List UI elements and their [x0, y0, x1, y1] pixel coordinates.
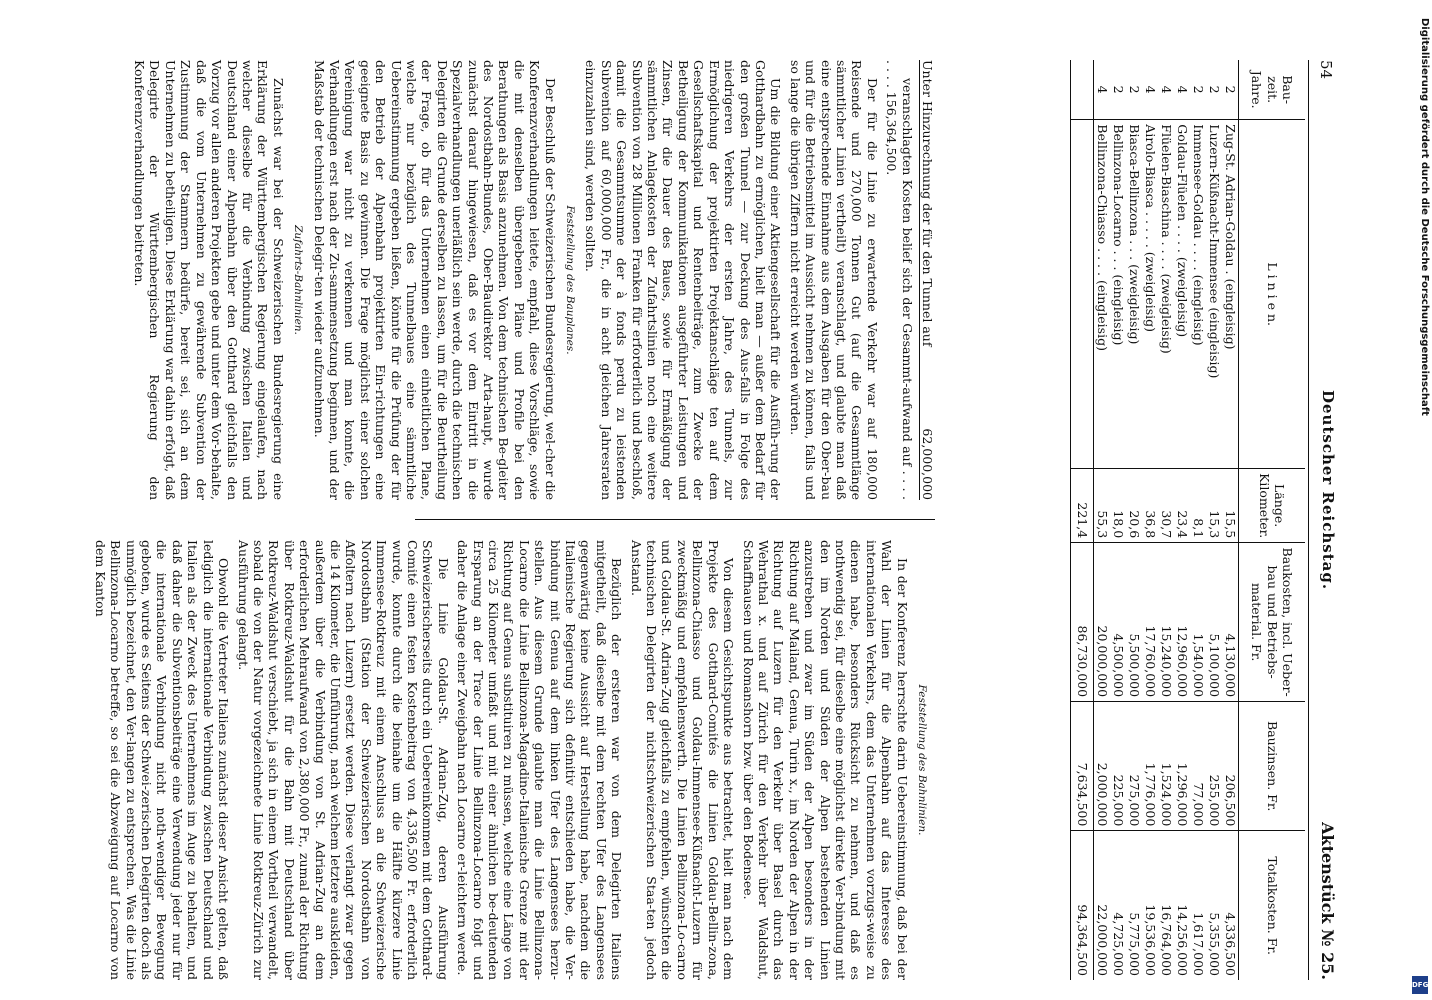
- dfg-logo: DFG: [1412, 976, 1428, 994]
- cell-year: 2: [1190, 85, 1206, 94]
- cell-interest: 1,776,000: [1142, 702, 1158, 831]
- cell-year: 2: [1206, 85, 1222, 94]
- total-cost: 86,730,000: [1071, 543, 1094, 702]
- cell-cost: 17,760,000: [1142, 543, 1158, 702]
- paragraph: Zunächst war bei der Schweizerischen Bundesregierung eine Erklärung der Württembergischen Regierung eingelaufen, nach welcher dieselbe für die Verbindung zwischen Italien und Deutschland einer Alpenbahn über den Gotthard gleichfalls den Vorzug vor allen anderen Projekten gebe und unter dem Vor-behalte, daß die vom Unternehmen zu gewährende Subvention der Zustimmung der Stammern bedürfe, bereit sei, sich an dem Unternehmen zu betheiligen. Diese Erklärung war dahin erfolgt, daß Delegirte der Württembergischen Regierung den Konferenzverhandlungen beitreten.: [132, 60, 286, 500]
- paragraph: Die Linie Goldau-St. Adrian-Zug, deren Ausführung Schweizerischerseits durch ein Uebereinkommen mit dem Gotthard-Comité einen festen Kostenbeitrag von 4,336,500 Fr. erforderlich wurde, konnte durch die beinahe um die Hälfte kürzere Linie Immensee-Rotkreuz mit einem Anschluss an die Schweizerische Nordostbahn (Station der Schweizerischen Nordostbahn von Affoltern nach Luzern) ersetzt werden. Diese verlangt zwar gegen die 14 Kilometer, die Umführung, nach welchem letztere auskleiden, außerdem über die Verbindung von St. Adrian-Zug an dem erforderlichen Mehraufwand von 2,380,000 Fr., zumal der Richtung über Rotkreuz-Waldshut für die Bahn mit Deutschland über Rotkreuz-Waldshut verschiebt, ja sich in einem Vortheil verwandelt, sobald die von der Natur vorgezeichnete Linie Rotkreuz-Zürich zur Ausführung gelangt.: [235, 540, 451, 980]
- cell-total: 16,764,000: [1158, 831, 1174, 980]
- cost-table-area: [963, 60, 1305, 980]
- rotated-document-page: [35, 60, 1335, 980]
- table-row: [1158, 60, 1174, 980]
- journal-title: Deutscher Reichstag.: [1319, 390, 1337, 591]
- cell-cost: 15,240,000: [1158, 543, 1174, 702]
- cell-year: 2: [1222, 85, 1238, 94]
- cell-cost: 5,100,000: [1206, 543, 1222, 702]
- cell-interest: 1,524,000: [1158, 702, 1174, 831]
- right-text-column: [88, 540, 935, 980]
- header-total: Totalkosten. Fr.: [1239, 831, 1306, 980]
- cell-interest: 1,296,000: [1174, 702, 1190, 831]
- sum-line: [919, 60, 935, 500]
- cell-total: 4,336,500: [1222, 831, 1239, 980]
- table-row: [1222, 60, 1239, 980]
- header-year: Bau-zeit. Jahre.: [1239, 60, 1306, 120]
- cell-total: 5,775,000: [1126, 831, 1142, 980]
- cell-total: 5,355,000: [1206, 831, 1222, 980]
- cell-line: Airolo-Biasca . . . . . (zweigleisig): [1142, 120, 1158, 469]
- cell-total: 1,617,000: [1190, 831, 1206, 980]
- digitization-text: Digitalisierung gefördert durch die Deutsche Forschungsgemeinschaft: [1419, 18, 1430, 416]
- cell-length: 23,4: [1174, 469, 1190, 543]
- paragraph: veranschlagten Kosten belief sich der Gesammt-aufwand auf . . . . . . . . 156,364,500.: [884, 60, 915, 500]
- table-row: [1190, 60, 1206, 980]
- cell-cost: 20,000,000: [1094, 543, 1111, 702]
- cell-cost: 4,130,000: [1222, 543, 1239, 702]
- header-construction: Baukosten, incl. Ueber-bau und Betriebs-material. Fr.: [1239, 543, 1306, 702]
- total-length: 221,4: [1071, 469, 1094, 543]
- table-header-row: [1239, 60, 1306, 980]
- cell-cost: 4,500,000: [1110, 543, 1126, 702]
- sum-value: 62,000,000: [920, 428, 935, 500]
- header-interest: Bauzinsen. Fr.: [1239, 702, 1306, 831]
- cell-line: Goldau-Flüelen . . . . (zweigleisig): [1174, 120, 1190, 469]
- table-row: [1110, 60, 1126, 980]
- total-total: 94,364,500: [1071, 831, 1094, 980]
- paragraph: Der für die Linie zu erwartende Verkehr war auf 180,000 Reisende und 270,000 Tonnen Gut (auf die Gesammtlänge sämmtlicher Linien vertheilt) veranschlagt, und glaubte man daß eine entsprechende Einnahme aus dem Ausgaben für den Ober-bau und für die Betriebsmittel im Aussicht nehmen zu können, falls und so lange die übrigen Ziffern nicht erreicht werden würden.: [787, 60, 880, 500]
- cell-total: 19,536,000: [1142, 831, 1158, 980]
- section-heading: Feststellung des Bauplanes.: [564, 205, 577, 355]
- table-row: [1206, 60, 1222, 980]
- cell-cost: 12,960,000: [1174, 543, 1190, 702]
- section-heading: Feststellung des Bahnlinien.: [916, 684, 928, 836]
- table-row: [1174, 60, 1190, 980]
- paragraph: Von diesem Gesichtspunkte aus betrachtet, hielt man nach dem Projekte des Gotthard-Comités die Linien Goldau-Bellin-zona, Bellinzona-Chiasso und Goldau-Immensee-Küßnacht-Luzern für zweckmäßig und empfehlenswerth. Die Linien Bellinzona-Lo-carno und Goldau-St. Adrian-Zug gleichfalls zu empfehlen, wünschten die technischen Delegirten der nichtschweizerischen Staa-ten jedoch Anstand.: [628, 540, 737, 980]
- table-row: [1094, 60, 1111, 980]
- cell-total: 4,725,000: [1110, 831, 1126, 980]
- paragraph: Der Beschluß der Schweizerischen Bundesregierung, wel-cher die Konferenzverhandlungen leitete, empfahl, diese Vorschläge, sowie die mit denselben übergebenen Pläne und Profile bei den Berathungen als Basis anzunehmen. Von dem technischen Be-gleiter des Nordostbahn-Bundes, Ober-Baudirektor Arta-haupt, wurde zunächst darauf hingewiesen, daß es vor dem Eintritt in die Spezialverhandlungen unerläßlich sein werde, durch die technischen Delegirten die Grunde derselben zu lassen, um für die Beurtheilung der Frage, ob für das Unternehmen einen einheitlichen Plane, welche nur bezüglich des Tunnelbaues eine sämmtliche Uebereinstimmung ergeben ließen, könnte für die Prüfung der für den Betrieb der Alpenbahn projektirten Ein-richtungen eine geeignete Basis zu gewinnen. Die Frage möglichst einer solchen Vereinigung war nicht zu verkennen und man konnte, die Verhandlungen erst nach der Zu-sammensetzung beginnen, und der Maßstab der technischen Delegir-ten wieder aufzunehmen.: [311, 60, 558, 500]
- cell-line: Immensee-Goldau . . . . (eingleisig): [1190, 120, 1206, 469]
- cost-table: [1070, 60, 1305, 980]
- cell-length: 15,3: [1206, 469, 1222, 543]
- header-rule: [1308, 60, 1309, 980]
- header-lines: L i n i e n.: [1239, 120, 1306, 469]
- cell-length: 55,3: [1094, 469, 1111, 543]
- cell-interest: 275,000: [1126, 702, 1142, 831]
- cell-line: Biasca-Bellinzona . . . (zweigleisig): [1126, 120, 1142, 469]
- cell-year: 2: [1126, 85, 1142, 94]
- cell-year: 4: [1142, 85, 1158, 94]
- cell-total: 22,000,000: [1094, 831, 1111, 980]
- cell-line: Bellinzona-Locarno . . . (eingleisig): [1110, 120, 1126, 469]
- cell-length: 15,5: [1222, 469, 1239, 543]
- sum-label: Unter Hinzurechnung der für den Tunnel auf: [920, 60, 935, 347]
- cell-year: 2: [1110, 85, 1126, 94]
- header-length: Länge. Kilometer.: [1239, 469, 1306, 543]
- cell-length: 30,7: [1158, 469, 1174, 543]
- cell-interest: 2,000,000: [1094, 702, 1111, 831]
- table-total-row: [1071, 60, 1094, 980]
- cell-interest: 225,000: [1110, 702, 1126, 831]
- cell-length: 36,8: [1142, 469, 1158, 543]
- cell-cost: 5,500,000: [1126, 543, 1142, 702]
- cell-year: 4: [1158, 85, 1174, 94]
- cell-line: Luzern-Küßnacht-Immensee (eingleisig): [1206, 120, 1222, 469]
- table-row: [1142, 60, 1158, 980]
- cell-year: 4: [1174, 85, 1190, 94]
- digitization-notice: [1412, 8, 1430, 992]
- cell-length: 18,0: [1110, 469, 1126, 543]
- cell-cost: 1,540,000: [1190, 543, 1206, 702]
- table-row: [1126, 60, 1142, 980]
- page-number: 54: [1317, 60, 1335, 80]
- cell-interest: 255,000: [1206, 702, 1222, 831]
- paragraph: Um die Bildung einer Aktiengesellschaft für die Ausfüh-rung der Gotthardbahn zu ermöglichen, hielt man — außer dem Bedarf für den großen Tunnel — zur Deckung des Aus-falls in Folge des niedrigeren Verkehrs der ersten Jahre, des Tunnels, zur Ermöglichung der projektirten Projektanschläge ten auf dem Gesellschaftskapital und Rentenbeiträge, zum Zwecke der Betheiligung der Kommunikationen ausgeführter Leistungen und Zinsen, für die Dauer des Baues, sowie für Ermäßigung der sämmtlichen Anlagekosten der Zufahrtslinien noch eine weitere Subvention von 28 Millionen Franken für erforderlich und beschloß, damit die Gesammtsumme der à fonds perdu zu leistenden Subvention auf 60,000,000 Fr., die in acht gleichen Jahresraten einzuzahlen sind, werden sollten.: [583, 60, 784, 500]
- total-interest: 7,634,500: [1071, 702, 1094, 831]
- paragraph: Obwohl die Vertreter Italiens zunächst dieser Ansicht gelten, daß lediglich die internationale Verbindung zwischen Deutschland und Italien als der Zweck des Unternehmens im Auge zu behalten, und daß daher die Subventionsbeiträge eine Verwendung jeder nur für die internationale Verbindung nicht noth-wendiger Bewegung geboten, wurde es Seitens der Schwei-zerischen Delegirten doch als unmöglich bezeichnet, den Ver-langen zu entsprechen. Was die Linie Bellinzona-Locarno betreffe, so sei die Abzweigung auf Locarno von dem Kanton: [92, 540, 232, 980]
- column-divider: [415, 519, 935, 520]
- cell-line: Bellinzona-Chiasso . . . . (eingleisig): [1094, 120, 1111, 469]
- cell-line: Flüelen-Biaschina . . . . (zweigleisig): [1158, 120, 1174, 469]
- cell-interest: 77,000: [1190, 702, 1206, 831]
- cell-year: 4: [1094, 85, 1110, 94]
- paragraph: In der Konferenz herrschte darin Uebereinstimmung, daß bei der Wahl der Linien für die Alpenbahn auf das Interesse des internationalen Verkehrs, dem das Unternehmen vorzugs-weise zu dienen habe, besonders Rücksicht zu nehmen, und daß es nothwendig sei, für dieselbe eine möglichst direkte Ver-bindung mit den im Norden und Süden der Alpen bestehenden Linien anzustreben und zwar im Süden der Alpen besonders in der Richtung auf Mailand, Genua, Turin x., im Norden der Alpen in der Richtung auf Luzern für den Verkehr über Basel durch das Wehrathal x. und auf Zürich für den Verkehr über Waldshut, Schaffhausen und Romanshorn bzw. über den Bodensee.: [740, 540, 910, 980]
- cell-length: 20,6: [1126, 469, 1142, 543]
- left-text-column: [128, 60, 935, 500]
- section-heading: Zufahrts-Bahnlinien.: [292, 225, 305, 335]
- cell-total: 14,256,000: [1174, 831, 1190, 980]
- paragraph: Bezüglich der ersteren war von dem Delegirten Italiens mitgetheilt, daß dieselbe mit dem rechten Ufer des Langensees gegenwärtig keine Aussicht auf Herstellung habe, nachdem die Italienische Regierung sich definitiv entschieden habe, die Ver-bindung mit Genua auf dem linken Ufer des Langensees herzu-stellen. Aus diesem Grunde glaubte man die Linie Bellinzona-Locarno die Linie Bellinzona-Magadino-Italienische Grenze mit der Richtung auf Genua substituiren zu müssen, welche eine Länge von circa 25 Kilometer umfaßt und mit einer ähnlichen be-deutenden Ersparung an der Trace der Linie Bellinzona-Locarno folgt und daher die Anlage einer Zweigbahn nach Locarno er-leichtern werde.: [455, 540, 625, 980]
- document-number: Aktenstück № 25.: [1318, 822, 1337, 980]
- cell-length: 8,1: [1190, 469, 1206, 543]
- running-head: [1311, 60, 1335, 980]
- cell-line: Zug-St. Adrian-Goldau . (eingleisig): [1222, 120, 1239, 469]
- cell-interest: 206,500: [1222, 702, 1239, 831]
